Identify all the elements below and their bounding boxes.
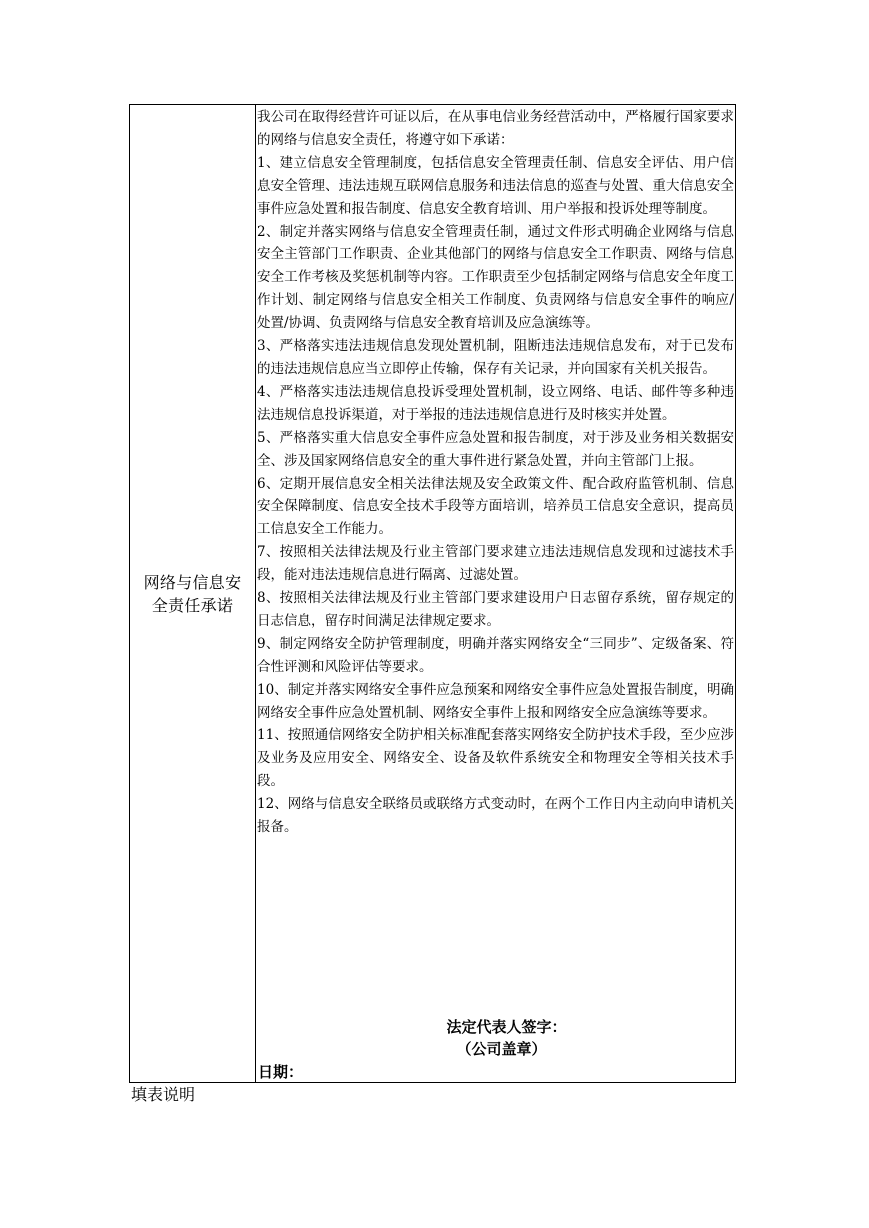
label-cell [130,105,256,1083]
commitment-label: 网络与信息安全责任承诺 [143,572,242,615]
commitment-item-12: 12、网络与信息安全联络员或联络方式变动时，在两个工作日内主动向申请机关报备。 [257,796,734,836]
signature-block [256,1016,735,1060]
commitment-content [256,105,735,839]
commitment-item-10: 10、制定并落实网络安全事件应急预案和网络安全事件应急处置报告制度，明确网络安全事件应急处置机制、网络安全事件上报和网络安全应急演练等要求。 [257,681,734,721]
commitment-item-2: 2、制定并落实网络与信息安全管理责任制，通过文件形式明确企业网络与信息安全主管部门工作职责、企业其他部门的网络与信息安全工作职责、网络与信息安全工作考核及奖惩机制等内容。工作职责至少包括制定网络与信息安全年度工作计划、制定网络与信息安全相关工作制度、负责网络与信息安全事件的响应/处置/协调、负责网络与信息安全教育培训及应急演练等。 [257,223,734,332]
commitment-row [130,105,736,1083]
commitment-item-7: 7、按照相关法律法规及行业主管部门要求建立违法违规信息发现和过滤技术手段，能对违法违规信息进行隔离、过滤处置。 [257,544,734,584]
commitment-item-1: 1、建立信息安全管理制度，包括信息安全管理责任制、信息安全评估、用户信息安全管理、违法违规互联网信息服务和违法信息的巡查与处置、重大信息安全事件应急处置和报告制度、信息安全教育培训、用户举报和投诉处理等制度。 [257,154,734,217]
commitment-item-5: 5、严格落实重大信息安全事件应急处置和报告制度，对于涉及业务相关数据安全、涉及国家网络信息安全的重大事件进行紧急处置，并向主管部门上报。 [257,429,734,469]
form-instructions-heading: 填表说明 [131,1085,196,1104]
signature-label: 法定代表人签字： [446,1018,567,1036]
commitment-table [129,104,736,1083]
seal-label: （公司盖章） [456,1040,547,1058]
date-label: 日期： [258,1063,304,1081]
commitment-item-11: 11、按照通信网络安全防护相关标准配套落实网络安全防护技术手段，至少应涉及业务及应用安全、网络安全、设备及软件系统安全和物理安全等相关技术手段。 [257,727,734,790]
commitment-item-9: 9、制定网络安全防护管理制度，明确并落实网络安全“三同步”、定级备案、符合性评测和风险评估等要求。 [257,635,734,675]
commitment-item-8: 8、按照相关法律法规及行业主管部门要求建设用户日志留存系统，留存规定的日志信息，留存时间满足法律规定要求。 [257,590,734,629]
commitment-item-4: 4、严格落实违法违规信息投诉受理处置机制，设立网络、电话、邮件等多种违法违规信息投诉渠道，对于举报的违法违规信息进行及时核实并处置。 [257,383,734,423]
commitment-item-6: 6、定期开展信息安全相关法律法规及安全政策文件、配合政府监管机制、信息安全保障制度、信息安全技术手段等方面培训，培养员工信息安全意识，提高员工信息安全工作能力。 [257,475,734,538]
content-cell [256,105,736,1083]
intro-paragraph: 我公司在取得经营许可证以后，在从事电信业务经营活动中，严格履行国家要求的网络与信息安全责任，将遵守如下承诺： [257,109,734,148]
commitment-item-3: 3、严格落实违法违规信息发现处置机制，阻断违法违规信息发布，对于已发布的违法违规信息应当立即停止传输，保存有关记录，并向国家有关机关报告。 [257,338,734,377]
